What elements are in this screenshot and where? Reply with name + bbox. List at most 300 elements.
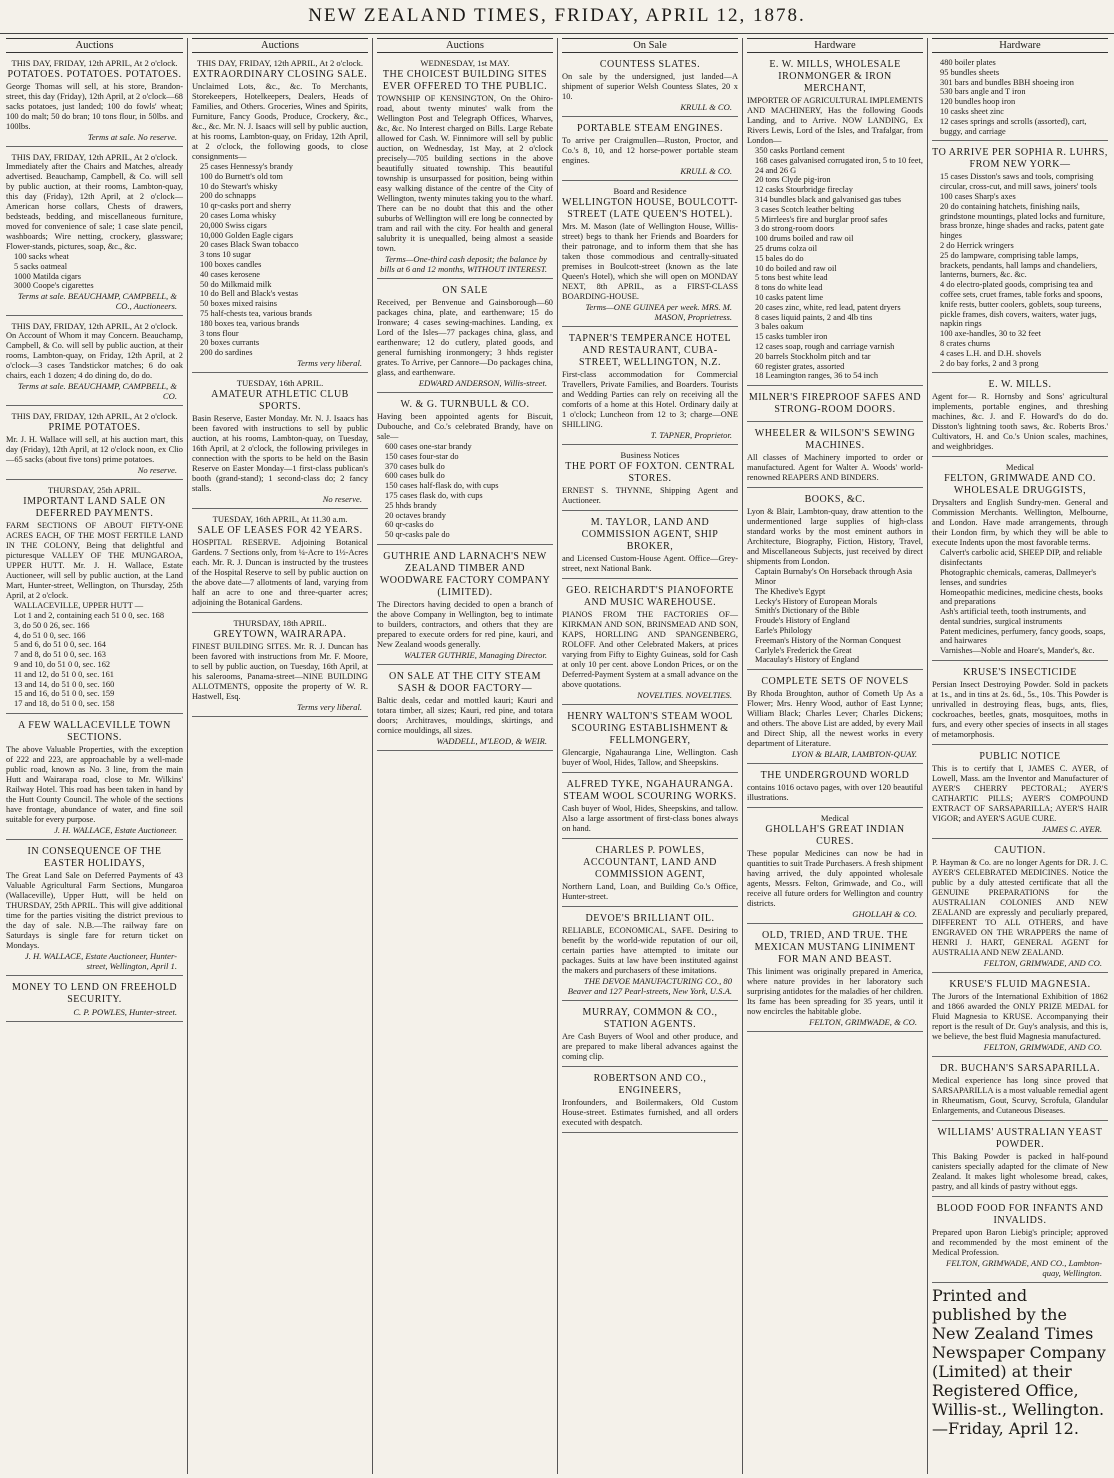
advertisement	[562, 1070, 738, 1133]
advertisement	[6, 843, 183, 976]
ad-dateline: Business Notices	[620, 450, 680, 460]
ad-list-item: 50 do Milkmaid milk	[200, 279, 272, 289]
ad-signature: No reserve.	[137, 465, 177, 476]
advertisement	[6, 483, 183, 714]
ad-list-item: 15 cases Disston's saws and tools, comprising circular, cross-cut, and mill saws, joiners' tools	[940, 172, 1097, 192]
ad-list-item: 4 cases L.H. and D.H. shovels	[940, 348, 1042, 358]
advertisement	[747, 767, 923, 808]
ad-body-text: By Rhoda Broughton, author of Cometh Up As a Flower; Mrs. Henry Wood, author of East Lynne; William Black; Charles Lever; Charles Dickens; and others. The above List are added, by every Mail and Direct Ship, all the newest works in every department of Literature.	[747, 689, 923, 749]
ad-list-item: Smith's Dictionary of the Bible	[755, 606, 860, 616]
ad-list-item: 10,000 Golden Eagle cigars	[200, 230, 294, 240]
advertisement	[932, 1200, 1108, 1283]
advertisement	[932, 376, 1108, 457]
ad-body-text: Glencargie, Ngahauranga Line, Wellington. Cash buyer of Wool, Hides, Tallow, and Sheepskins.	[562, 748, 738, 767]
ad-list-item: 5 and 6, do 51 0 0, sec. 164	[14, 640, 106, 650]
advertisement	[562, 184, 738, 327]
ad-headline: THE UNDERGROUND WORLD	[760, 770, 910, 782]
advertisement	[562, 776, 738, 839]
ad-headline: GEO. REICHARDT'S PIANOFORTE AND MUSIC WAREHOUSE.	[566, 585, 734, 608]
advertisement	[192, 616, 368, 717]
ad-list-item: 168 cases galvanised corrugated iron, 5 to 10 feet, 24 and 26 G	[755, 155, 923, 175]
ad-list-item: 100 axe-handles, 30 to 32 feet	[940, 329, 1041, 339]
section-heading: On Sale	[562, 38, 738, 53]
ad-list-item: 150 cases four-star do	[385, 451, 459, 461]
ad-list-item: 75 half-chests tea, various brands	[200, 308, 312, 318]
ad-headline: MONEY TO LEND ON FREEHOLD SECURITY.	[11, 981, 178, 1005]
ad-headline: ON SALE	[442, 285, 488, 296]
ad-headline: IN CONSEQUENCE OF THE EASTER HOLIDAYS,	[27, 845, 162, 869]
section-heading: Hardware	[932, 38, 1108, 53]
advertisement	[562, 1004, 738, 1067]
ad-signature: GHOLLAH & CO.	[852, 909, 917, 920]
ad-headline: KRUSE'S INSECTICIDE	[963, 667, 1077, 679]
ad-list-item: 480 boiler plates	[940, 58, 996, 67]
ad-body-text: Baltic deals, cedar and mottled kauri; Kauri and totara timber, all sizes; Kauri, red pine, and totara doors; Architraves, mouldings, skirtings, and cornice mouldings, all sizes.	[377, 695, 553, 735]
ad-signature: THE DEVOE MANUFACTURING CO., 80 Beaver and 127 Pearl-streets, New York, U.S.A.	[567, 976, 732, 996]
ad-body-text: Cash buyer of Wool, Hides, Sheepskins, and tallow. Also a large assortment of first-class bones always on hand.	[562, 804, 738, 833]
ad-headline: BOOKS, &C.	[804, 494, 866, 506]
ad-headline: DEVOE'S BRILLIANT OIL.	[585, 913, 715, 924]
ad-headline: IMPORTANT LAND SALE ON DEFERRED PAYMENTS.	[23, 496, 166, 520]
advertisement	[932, 144, 1108, 373]
ad-list-item: 12 casks Stourbridge fireclay	[755, 185, 853, 195]
ad-signature: FELTON, GRIMWADE, & CO.	[809, 1017, 917, 1028]
newspaper-title: NEW ZEALAND TIMES, FRIDAY, APRIL 12, 1878.	[308, 5, 806, 26]
advertisement	[932, 56, 1108, 141]
ad-list-item: 2 do bay forks, 2 and 3 prong	[940, 358, 1039, 368]
ad-list-item: 8 crates churns	[940, 338, 991, 348]
ad-dateline: THURSDAY, 18th APRIL.	[233, 617, 327, 628]
ad-body-text: The Great Land Sale on Deferred Payments of 43 Valuable Agricultural Farm Sections, Mungaroa (Wallaceville), Upper Hutt, will be held on THURSDAY, 25th APRIL. This will give additional time for the parties visiting the district previous to the day of sale. N.B.—The railway fare on Saturdays is single fare for return ticket on Mondays.	[6, 870, 183, 950]
advertisement	[6, 409, 183, 480]
section-heading: Auctions	[192, 38, 368, 53]
ad-headline: E. W. MILLS.	[988, 379, 1052, 391]
ad-list-item: 10 casks patent lime	[755, 292, 824, 302]
ad-headline: EXTRAORDINARY CLOSING SALE.	[192, 69, 368, 80]
ad-dateline: THURSDAY, 25th APRIL.	[47, 485, 142, 496]
ad-list-item: 50 boxes mixed raisins	[200, 299, 277, 309]
ad-list-item: 100 boxes candles	[200, 259, 262, 269]
ad-list-item: 18 Leamington ranges, 36 to 54 inch	[755, 371, 879, 381]
ad-list-item: 10 do Stewart's whisky	[200, 181, 278, 191]
ad-list-item: 17 and 18, do 51 0 0, sec. 158	[14, 699, 115, 709]
ad-body-text: This is to certify that I, JAMES C. AYER, of Lowell, Mass. am the Inventor and Manufacturer of AYER'S CHERRY PECTORAL; AYER'S CATHARTIC PILLS; AYER'S COMPOUND EXTRACT OF SARSAPARILLA; AYER'S HAIR VIGOR; and AYER'S AGUE CURE.	[932, 764, 1108, 824]
ad-body-text: Received, per Benvenue and Gainsborough—60 packages china, plate, and earthenware; 15 do Ironware; 4 cases sewing-machines. Landing, ex Lord of the Isles—77 packages china, glass, and earthenware; 12 do cutlery, plated goods, and general furnishing ironmongery; 3 hhds register grates. To Arrive, per Cannore—Do packages china, glass, and earthenware.	[377, 298, 553, 377]
ad-headline: GHOLLAH'S GREAT INDIAN CURES.	[765, 824, 905, 848]
ad-body-text: Persian Insect Destroying Powder. Sold in packets at 1s., and in tins at 2s. 6d., 5s., 10s. This Powder is unrivalled in destroying fleas, bugs, ants, flies, cockroaches, beetles, gnats, mosquitoes, moths in furs, and every other species of insects in all stages of metamorphosis.	[932, 680, 1108, 740]
ad-signature: Terms—ONE GUINEA per week. MRS. M. MASON, Proprietress.	[585, 302, 732, 322]
ad-signature: FELTON, GRIMWADE, AND CO., Lambton-quay, Wellington.	[946, 1258, 1102, 1279]
ad-list-item: Calvert's carbolic acid, SHEEP DIP, and reliable disinfectants	[940, 548, 1103, 568]
ad-list-item: 95 bundles sheets	[940, 67, 1000, 77]
ad-headline: DR. BUCHAN'S SARSAPARILLA.	[939, 1063, 1101, 1075]
ad-body-text: This liniment was originally prepared in America, where nature provides in her laboratory such surprising antidotes for the maladies of her children. Its fame has been spreading for 35 years, until it now encircles the habitable globe.	[747, 967, 923, 1017]
ad-list-item: 370 cases bulk do	[385, 461, 445, 471]
ad-list-item: 25 do lampware, comprising table lamps, brackets, pendants, hall lamps and chandeliers, lanterns, burners, &c. &c.	[940, 250, 1098, 280]
advertisement	[377, 282, 553, 393]
ad-list-item: 301 bars and bundles BBH shoeing iron	[940, 77, 1074, 87]
ad-body-text: Having been appointed agents for Biscuit, Dubouche, and Co.'s celebrated Brandy, have on sale—	[377, 412, 553, 441]
ad-headline: FELTON, GRIMWADE AND CO. WHOLESALE DRUGGISTS,	[944, 473, 1096, 497]
advertisement	[6, 56, 183, 147]
ad-list-item: 20 do containing hatchets, finishing nails, grindstone mountings, plated locks and furniture, brass bronze, hinge shades and racks, patent gate hinges	[940, 201, 1105, 241]
ad-headline: ON SALE AT THE CITY STEAM SASH & DOOR FACTORY—	[388, 670, 542, 694]
ad-list-item: 25 cases Hennessy's brandy	[200, 162, 293, 171]
newspaper-column	[742, 38, 927, 1474]
ad-list-item: 3 tons flour	[200, 328, 239, 338]
advertisement	[932, 664, 1108, 745]
ad-list-item: 12 cases soap, rough and carriage varnish	[755, 341, 895, 351]
ad-list-item: 15 casks tumbler iron	[755, 332, 828, 342]
ad-list-item: 10 do Bell and Black's vestas	[200, 289, 299, 299]
ad-list-item: 40 cases kerosene	[200, 269, 260, 279]
ad-list-item: 9 and 10, do 51 0 0, sec. 162	[14, 659, 111, 669]
ad-list-item: 3, do 50 0 26, sec. 166	[14, 620, 90, 630]
ad-body-text: Agent for— R. Hornsby and Sons' agricultural implements, portable engines, and threshing machines, &c. J. and F. Howard's do do do. Disston's lightning tooth saws, &c. Roberts Bros.' Cultivators, H. and Co.'s Union scales, machines, and weighbridges.	[932, 392, 1108, 452]
ad-signature: KRULL & CO.	[680, 102, 732, 112]
ad-headline: CAUTION.	[994, 845, 1046, 857]
ad-list-item: Carlyle's Frederick the Great	[755, 645, 852, 655]
ad-list-item: 15 and 16, do 51 0 0, sec. 159	[14, 689, 115, 699]
ad-list-item: 11 and 12, do 51 0 0, sec. 161	[14, 669, 114, 679]
ad-body-text: contains 1016 octavo pages, with over 120 beautiful illustrations.	[747, 783, 923, 803]
ad-headline: E. W. MILLS, WHOLESALE IRONMONGER & IRON MERCHANT,	[769, 59, 901, 94]
section-heading: Auctions	[6, 38, 183, 53]
advertisement	[6, 717, 183, 840]
ad-list-item: Lot 1 and 2, containing each 51 0 0, sec. 168	[14, 610, 165, 620]
ad-dateline: THIS DAY, FRIDAY, 12th APRIL, At 2 o'clock.	[196, 58, 364, 68]
ad-dateline: Medical	[820, 813, 850, 824]
ad-dateline: Board and Residence	[613, 186, 687, 196]
ad-body-text: FARM SECTIONS OF ABOUT FIFTY-ONE ACRES EACH, OF THE MOST FERTILE LAND IN THE COLONY, Being that delightful and picturesque VALLEY OF THE MUNGAROA, UPPER HUTT. Mr. J. H. Wallace, Estate Auctioneer, will sell by public auction, at the Land Mart, Hunter-street, Wellington, on Thursday, 25th April, at 2 o'clock.	[6, 521, 183, 601]
ad-list-item: 60 register grates, assorted	[755, 361, 845, 371]
ad-body-text: and Licensed Custom-House Agent. Office—Grey-street, next National Bank.	[562, 554, 738, 573]
ad-dateline: TUESDAY, 16th APRIL, At 11.30 a.m.	[212, 513, 348, 524]
ad-list-item: 20,000 Swiss cigars	[200, 220, 267, 230]
ad-signature: Terms—One-third cash deposit; the balance by bills at 6 and 12 months, WITHOUT INTEREST.	[379, 254, 547, 274]
ad-body-text: The Directors having decided to open a branch of the above Company in Wellington, beg to intimate to builders, contractors, and others that they are prepared to execute orders for red pine, kauri, and New Zealand woods generally.	[377, 599, 553, 649]
ad-body-text: Unclaimed Lots, &c., &c. To Merchants, Storekeepers, Hotelkeepers, Dealers, Heads of Families, and Others. Groceries, Wines and Spirits, Furniture, Fancy Goods, Produce, Crockery, &c., &c., &c. Mr. N. J. Isaacs will sell by public auction, at his rooms, Lambton-quay, on Friday, 12th April, at 2 o'clock, the following goods, to close consignments—	[192, 82, 368, 161]
ad-signature: Terms very liberal.	[297, 701, 362, 712]
advertisement	[562, 582, 738, 705]
ad-body-text: Are Cash Buyers of Wool and other produce, and are prepared to make liberal advances against the coming clip.	[562, 1032, 738, 1061]
ad-dateline: WEDNESDAY, 1st MAY.	[420, 58, 510, 68]
ad-list-item: 175 cases flask do, with cups	[385, 490, 483, 500]
ad-list-item: 200 do sardines	[200, 348, 253, 358]
ad-body-text: Immediately after the Chairs and Matches, already advertised. Beauchamp, Campbell, & Co. will sell by public auction, at their rooms, Lambton-quay, this day (Friday), 12th April, at 2 o'clock—American horse collars, Chests of drawers, bedsteads, bedding, and miscellaneous furniture, moved for convenience of sale; 1 case slate pencil, washboards; Wire netting, crockery, glassware; Flower-stands, pictures, soap, &c., &c.	[6, 162, 183, 251]
advertisement	[377, 668, 553, 751]
ad-list-item: 350 casks Portland cement	[755, 146, 845, 155]
ad-item-list	[6, 252, 183, 291]
advertisement	[377, 56, 553, 279]
ad-list-item: 180 boxes tea, various brands	[200, 318, 300, 328]
ad-list-item: 60 qr-casks do	[385, 520, 434, 530]
advertisement	[192, 56, 368, 373]
advertisement	[747, 491, 923, 670]
ad-body-text: ERNEST S. THYNNE, Shipping Agent and Auctioneer.	[562, 486, 738, 505]
ad-signature: J. H. WALLACE, Estate Auctioneer.	[54, 824, 177, 835]
ad-list-item: 200 do schnapps	[200, 191, 256, 201]
ad-list-item: 10 casks sheet zinc	[940, 106, 1004, 116]
ad-list-item: 3 bales oakum	[755, 322, 804, 332]
ad-list-item: 100 sacks wheat	[14, 252, 69, 261]
advertisement	[932, 976, 1108, 1057]
ad-body-text: The Jurors of the International Exhibition of 1862 and 1866 awarded the ONLY PRIZE MEDAL for Fluid Magnesia to KRUSE. Accompanying their report is the result of Dr. Guy's analysis, and this is, we believe, the best fluid Magnesia manufactured.	[932, 992, 1108, 1042]
ad-list-item: 5 Mirrlees's fire and burglar proof safes	[755, 214, 888, 224]
ad-list-item: 4 do electro-plated goods, comprising tea and coffee sets, cruet frames, table forks and spoons, knife rests, butter coolers, goblets, soup tureens, pickle frames, dish covers, waiters, water jugs, napkin rings	[940, 280, 1103, 329]
ad-signature: FELTON, GRIMWADE, AND CO.	[983, 1042, 1102, 1053]
ad-list-item: 3000 Coope's cigarettes	[14, 281, 94, 291]
ad-list-item: 10 qr-casks port and sherry	[200, 201, 292, 211]
ad-headline: COUNTESS SLATES.	[599, 59, 701, 70]
ad-headline: WHEELER & WILSON'S SEWING MACHINES.	[754, 428, 916, 452]
ad-signature: LYON & BLAIR, LAMBTON-QUAY.	[791, 749, 917, 760]
ad-signature: Terms at sale. No reserve.	[87, 132, 177, 142]
ad-list-item: 3 cases Scotch leather belting	[755, 204, 855, 214]
ad-list-item: 530 bars angle and T iron	[940, 87, 1026, 97]
ad-list-item: 50 qr-casks pale do	[385, 530, 450, 540]
ad-item-list	[932, 172, 1108, 368]
ad-body-text: Mrs. M. Mason (late of Wellington House, Willis-street) begs to thank her Friends and Boarders for their patronage, and to inform them that she has taken those commodious and centrally-situated premises in Boulcott-street (known as the late Queen's Hotel), which she will open on MONDAY NEXT, 8th APRIL, as a FIRST-CLASS BOARDING-HOUSE.	[562, 222, 738, 301]
ad-body-text: Northern Land, Loan, and Building Co.'s Office, Hunter-street.	[562, 882, 738, 901]
advertisement	[192, 376, 368, 509]
ad-list-item: 2 do Herrick wringers	[940, 240, 1014, 250]
ad-list-item: 25 hhds brandy	[385, 500, 437, 510]
ad-headline: BLOOD FOOD FOR INFANTS AND INVALIDS.	[936, 1203, 1104, 1227]
ad-dateline: THIS DAY, FRIDAY, 12th APRIL, At 2 o'clock.	[11, 321, 178, 332]
ad-signature: JAMES C. AYER.	[1042, 824, 1102, 835]
ad-body-text: HOSPITAL RESERVE. Adjoining Botanical Gardens. 7 Sections only, from ¼-Acre to 1½-Acres each. Mr. R. J. Duncan is instructed by the trustees of the Hospital Reserve to sell by public auction on the above date—7 allotments of land, varying from half an acre to one and three-quarter acres; adjoining the Botanical Gardens.	[192, 537, 368, 607]
ad-list-item: 12 cases springs and scrolls (assorted), cart, buggy, and carriage	[940, 116, 1087, 136]
ad-dateline: THIS DAY, FRIDAY, 12th APRIL, At 2 o'clock.	[11, 411, 178, 422]
ad-headline: WELLINGTON HOUSE, BOULCOTT-STREET (LATE QUEEN'S HOTEL).	[562, 197, 738, 220]
ad-body-text: The above Valuable Properties, with the exception of 222 and 223, are approachable by a well-made public road, known as No. 3 line, from the main Hutt and Wairarapa road, close to Mr. Wilkins' Railway Hotel. This road has been taken in hand by the Hutt County Council. The whole of the sections have frontage, abundance of water, and fine soil suitable for every purpose.	[6, 744, 183, 824]
ad-list-item: 13 and 14, do 51 0 0, sec. 160	[14, 679, 115, 689]
ad-list-item: 100 cases Sharp's axes	[940, 191, 1016, 201]
ad-body-text: These popular Medicines can now be had in quantities to suit Trade Purchasers. A fresh shipment having arrived, the duly appointed wholesale agents, Messrs. Felton, Grimwade, and Co., will receive all future orders for Wellington and country districts.	[747, 849, 923, 909]
ad-headline: COMPLETE SETS OF NOVELS	[761, 676, 909, 688]
ad-list-item: 5 sacks oatmeal	[14, 261, 68, 271]
ad-list-item: 15 bales do do	[755, 253, 804, 263]
ad-signature: Terms very liberal.	[297, 357, 362, 368]
ad-list-item: Lecky's History of European Morals	[755, 596, 877, 606]
ad-body-text: All classes of Machinery imported to order or manufactured. Agent for Walter A. Woods' world-renowned REAPERS AND BINDERS.	[747, 453, 923, 483]
advertisement	[562, 330, 738, 445]
ad-item-list	[932, 548, 1108, 656]
ad-signature: T. TAPNER, Proprietor.	[650, 430, 732, 440]
ad-signature: FELTON, GRIMWADE, AND CO.	[983, 958, 1102, 969]
ad-headline: THE CHOICEST BUILDING SITES EVER OFFERED TO THE PUBLIC.	[382, 69, 548, 92]
newspaper-columns	[2, 38, 1112, 1474]
ad-list-item: 10 do boiled and raw oil	[755, 263, 837, 273]
ad-headline: PORTABLE STEAM ENGINES.	[577, 123, 723, 134]
ad-dateline: Medical	[1005, 462, 1035, 473]
advertisement	[932, 842, 1108, 973]
ad-list-item: Earle's Philology	[755, 625, 813, 635]
advertisement	[192, 512, 368, 613]
ad-body-text: This Baking Powder is packed in half-pound canisters specially adapted for the climate of New Zealand. It makes light wholesome bread, cakes, pastry, and all kinds of pastry without eggs.	[932, 1152, 1108, 1192]
ad-headline: MILNER'S FIREPROOF SAFES AND STRONG-ROOM DOORS.	[748, 392, 922, 416]
ad-headline: PRIME POTATOES.	[48, 422, 141, 434]
ad-body-text: RELIABLE, ECONOMICAL, SAFE. Desiring to benefit by the world-wide reputation of our oil, certain parties have attempted to imitate our packages. Suits at law have been instituted against the makers and purchasers of these imitations.	[562, 926, 738, 975]
ad-body-text: IMPORTER OF AGRICULTURAL IMPLEMENTS AND MACHINERY, Has the following Goods Landing, and to Arrive. NOW LANDING, Ex Rivers Lewis, Lord of the Isles, and Trafalgar, from London—	[747, 96, 923, 145]
ad-list-item: Macaulay's History of England	[755, 655, 860, 665]
ad-headline: KRUSE'S FLUID MAGNESIA.	[949, 979, 1091, 991]
ad-headline: OLD, TRIED, AND TRUE. THE MEXICAN MUSTANG LINIMENT FOR MAN AND BEAST.	[754, 930, 916, 966]
ad-list-item: Ash's artificial teeth, tooth instruments, and dental sundries, surgical instruments	[940, 607, 1086, 626]
ad-list-item: 7 and 8, do 51 0 0, sec. 163	[14, 650, 106, 660]
ad-headline: ALFRED TYKE, NGAHAURANGA. STEAM WOOL SCOURING WORKS.	[563, 779, 737, 802]
advertisement	[747, 673, 923, 764]
ad-body-text: On Account of Whom it may Concern. Beauchamp, Campbell, & Co. will sell by public auction, at their rooms, Lambton-quay, on Friday, 12th April, at 2 o'clock—3 cases Tandstickor matches; 6 do oak chairs, each 1 dozen; 4 do dining do, do do.	[6, 331, 183, 381]
ad-signature: KRULL & CO.	[680, 166, 732, 176]
newspaper-column	[557, 38, 742, 1474]
ad-list-item: 600 cases bulk do	[385, 471, 445, 481]
ad-list-item: 3 tons 10 sugar	[200, 250, 251, 260]
ad-signature: EDWARD ANDERSON, Willis-street.	[418, 378, 547, 388]
ad-headline: HENRY WALTON'S STEAM WOOL SCOURING ESTABLISHMENT & FELLMONGERY,	[567, 711, 733, 746]
ad-list-item: 600 cases one-star brandy	[385, 442, 472, 451]
ad-list-item: Freeman's History of the Norman Conquest	[755, 635, 901, 645]
masthead	[0, 0, 1114, 34]
ad-headline: ROBERTSON AND CO., ENGINEERS,	[593, 1073, 707, 1096]
advertisement	[6, 979, 183, 1022]
ad-body-text: Medical experience has long since proved that SARSAPARILLA is a most valuable remedial agent in Rheumatism, Gout, Scurvy, Scrofula, Glandular Enlargements, and Cutaneous Diseases.	[932, 1076, 1108, 1116]
ad-headline: CHARLES P. POWLES, ACCOUNTANT, LAND AND COMMISSION AGENT,	[583, 845, 717, 880]
ad-headline: GUTHRIE AND LARNACH'S NEW ZEALAND TIMBER AND WOODWARE FACTORY COMPANY (LIMITED).	[379, 550, 551, 598]
ad-headline: TAPNER'S TEMPERANCE HOTEL AND RESTAURANT, CUBA-STREET, WELLINGTON, N.Z.	[568, 333, 732, 368]
advertisement	[6, 319, 183, 406]
advertisement	[747, 425, 923, 488]
ad-signature: No reserve.	[322, 493, 362, 504]
advertisement	[377, 396, 553, 545]
ad-headline: PUBLIC NOTICE	[979, 751, 1061, 763]
ad-body-text: TOWNSHIP OF KENSINGTON, On the Ohiro-road, about twenty minutes' walk from the Wellington Post and Telegraph Offices, Wharves, &c, &c. No Interest charged on Bills. Large Rebate allowed for Cash. W. Finnimore will sell by public auction, on Wednesday, 1st May, at 2 o'clock precisely—705 building sections in the above beautifully situated township. This beautiful township is unsurpassed for position, being within easy walking distance of the centre of the City of Wellington, twenty minutes taking you to the wharf. There can be no doubt that this and the other suburbs of Wellington will ere long be connected by tram and rail with the city. For health and general salubrity it is unequalled, being almost a seaside town.	[377, 94, 553, 253]
ad-list-item: 5 tons best white lead	[755, 273, 828, 283]
ad-headline: THE PORT OF FOXTON. CENTRAL STORES.	[565, 461, 735, 484]
ad-body-text: Basin Reserve, Easter Monday. Mr. N. J. Isaacs has been favored with instructions to sell by public auction, at his rooms, Lambton-quay, on Tuesday, 16th April, at 2 o'clock, the following privileges in connection with the sports to be held on the Basin Reserve on Easter Monday—1 first-class publican's booth (grand-stand); 1 second-class do; 2 fancy stalls.	[192, 413, 368, 493]
ad-signature: Terms at sale. BEAUCHAMP, CAMPBELL, & CO., Auctioneers.	[18, 291, 177, 312]
advertisement	[562, 910, 738, 1001]
ad-list-item: Froude's History of England	[755, 616, 850, 626]
advertisement	[562, 448, 738, 511]
ad-list-item: Photographic chemicals, cameras, Dallmeyer's lenses, and sundries	[940, 567, 1097, 587]
ad-signature: C. P. POWLES, Hunter-street.	[73, 1006, 177, 1017]
ad-list-item: 20 boxes currants	[200, 338, 260, 348]
ad-list-item: WALLACEVILLE, UPPER HUTT —	[14, 601, 144, 611]
ad-body-text: PIANOS FROM THE FACTORIES OF—KIRKMAN AND SON, BRINSMEAD AND SON, KAPS, HORLLING AND SPANGENBERG, ROLOFF. And other Celebrated Makers, at prices varying from Fifty to Eighty Guineas, sold for Cash at only 10 per cent. above London Prices, or on the Deferred-Payment System at a small advance on the above quotations.	[562, 610, 738, 689]
ad-body-text: P. Hayman & Co. are no longer Agents for DR. J. C. AYER'S CELEBRATED MEDICINES. Notice the public by a duly attested certificate that all the GENUINE PREPARATIONS for the AUSTRALIAN COLONIES AND NEW ZEALAND are expressly and peculiarly prepared, DIFFERENT TO ALL OTHERS, and have ENGRAVED ON THE WRAPPERS the name of HENRI J. HART, GENERAL AGENT for AUSTRALIA AND NEW ZEALAND.	[932, 858, 1108, 958]
advertisement	[562, 842, 738, 907]
advertisement	[932, 1124, 1108, 1197]
ad-item-list	[377, 442, 553, 540]
ad-signature: WALTER GUTHRIE, Managing Director.	[404, 649, 547, 660]
ad-signature: J. H. WALLACE, Estate Auctioneer, Hunter-street, Wellington, April 1.	[24, 950, 177, 971]
ad-body-text: Ironfounders, and Boilermakers, Old Custom House-street. Estimates furnished, and all orders executed with despatch.	[562, 1098, 738, 1127]
advertisement	[932, 748, 1108, 839]
ad-signature: NOVELTIES. NOVELTIES.	[637, 690, 732, 700]
ad-body-text: On sale by the undersigned, just landed—A shipment of superior Welsh Countess Slates, 20 x 10.	[562, 72, 738, 101]
ad-item-list	[747, 146, 923, 381]
ad-body-text: Lyon & Blair, Lambton-quay, draw attention to the undermentioned large supplies of high-class standard works by the most eminent authors in Architecture, Biography, Fiction, History, Travel, and Miscellaneous Subjects, just received by direct shipments from London.	[747, 507, 923, 567]
printer-imprint: Printed and published by the New Zealand Times Newspaper Company (Limited) at their Registered Office, Willis-st., Wellington.—Friday, April 12.	[932, 1286, 1106, 1439]
ad-body-text: Prepared upon Baron Liebig's principle; approved and recommended by the most eminent of the Medical Profession.	[932, 1228, 1108, 1258]
ad-headline: A FEW WALLACEVILLE TOWN SECTIONS.	[18, 719, 171, 743]
ad-list-item: 1000 Matilda cigars	[14, 271, 81, 281]
ad-list-item: 20 octaves brandy	[385, 510, 446, 520]
ad-body-text: George Thomas will sell, at his store, Brandon-street, this day (Friday), 12th April, at 2 o'clock—68 sacks potatoes, just landed; 100 do fowls' wheat; 100 do malt; 50 do bran; 10 tons flour, in 50lbs. and 100lbs.	[6, 82, 183, 131]
ad-item-list	[192, 162, 368, 358]
advertisement	[932, 460, 1108, 661]
ad-list-item: The Khedive's Egypt	[755, 586, 826, 596]
section-heading: Hardware	[747, 38, 923, 53]
ad-list-item: 3 do strong-room doors	[755, 224, 834, 234]
ad-list-item: 8 cases liquid paints, 2 and 4lb tins	[755, 312, 873, 322]
ad-headline: POTATOES. POTATOES. POTATOES.	[7, 69, 182, 80]
ad-list-item: 20 cases zinc, white, red lead, patent dryers	[755, 302, 901, 312]
ad-body-text: FINEST BUILDING SITES. Mr. R. J. Duncan has been favored with instructions from Mr. F. Moore, to sell by public auction, on Tuesday, 16th April, at his salerooms, Panama-street—NINE BUILDING ALLOTMENTS, opposite the property of W. R. Hastwell, Esq.	[192, 641, 368, 701]
ad-list-item: Homeopathic medicines, medicine chests, books and preparations	[940, 587, 1103, 607]
advertisement	[562, 56, 738, 117]
ad-dateline: THIS DAY, FRIDAY, 12th APRIL, At 2 o'clock.	[11, 58, 178, 68]
ad-list-item: 100 drums boiled and raw oil	[755, 234, 854, 244]
ad-dateline: THIS DAY, FRIDAY, 12th APRIL, At 2 o'clock.	[11, 152, 178, 162]
ad-headline: W. & G. TURNBULL & CO.	[400, 399, 530, 410]
ad-list-item: 120 bundles hoop iron	[940, 97, 1016, 107]
ad-list-item: 100 do Burnett's old tom	[200, 171, 283, 181]
advertisement	[747, 811, 923, 924]
ad-list-item: Varnishes—Noble and Hoare's, Mander's, &c.	[940, 646, 1095, 656]
ad-item-list	[6, 601, 183, 709]
ad-signature: WADDELL, M'LEOD, & WEIR.	[436, 735, 547, 746]
ad-list-item: 20 tons Clyde pig-iron	[755, 175, 831, 185]
ad-list-item: 25 drums colza oil	[755, 243, 818, 253]
advertisement	[747, 56, 923, 386]
advertisement	[562, 708, 738, 773]
ad-signature: Terms at sale. BEAUCHAMP, CAMPBELL, & CO.	[18, 381, 177, 402]
newspaper-column	[927, 38, 1112, 1474]
newspaper-column	[187, 38, 372, 1474]
ad-headline: TO ARRIVE PER SOPHIA R. LUHRS, FROM NEW YORK—	[932, 147, 1108, 171]
advertisement	[747, 389, 923, 422]
ad-dateline: TUESDAY, 16th APRIL.	[236, 377, 324, 388]
ad-item-list	[932, 58, 1108, 136]
ad-list-item: 4, do 51 0 0, sec. 166	[14, 630, 86, 640]
ad-body-text: Mr. J. H. Wallace will sell, at his auction mart, this day (Friday), 12th April, at 12 o'clock noon, ex Clio—65 sacks (about five tons) prime potatoes.	[6, 435, 183, 465]
ad-body-text: To arrive per Craigmullen—Ruston, Proctor, and Co.'s 8, 10, and 12 horse-power portable steam engines.	[562, 136, 738, 165]
advertisement	[6, 150, 183, 316]
ad-item-list	[747, 567, 923, 665]
ad-headline: MURRAY, COMMON & CO., STATION AGENTS.	[582, 1007, 718, 1030]
ad-body-text: First-class accommodation for Commercial Travellers, Private Families, and Boarders. Tourists and Wedding Parties can rely on receiving all the comforts of a home at this Hotel. Ordinary daily at 1 o'clock; Luncheon from 12 to 3; charge—ONE SHILLING.	[562, 370, 738, 429]
ad-list-item: 314 bundles black and galvanised gas tubes	[755, 194, 902, 204]
ad-headline: AMATEUR ATHLETIC CLUB SPORTS.	[211, 388, 349, 412]
ad-list-item: 20 barrels Stockholm pitch and tar	[755, 351, 871, 361]
advertisement	[562, 120, 738, 181]
ad-body-text: Drysalters and English Sundry-men. General and Commission Merchants. Wellington, Melbourne, and London. Have made arrangements, through their London firm, by which they will be able to execute Indents upon the most favorable terms.	[932, 498, 1108, 548]
ad-headline: GREYTOWN, WAIRARAPA.	[213, 628, 347, 640]
newspaper-column	[2, 38, 187, 1474]
ad-list-item: Patent medicines, perfumery, fancy goods, soaps, and hairwares	[940, 626, 1106, 646]
section-heading: Auctions	[377, 38, 553, 53]
ad-list-item: 150 cases half-flask do, with cups	[385, 481, 499, 491]
advertisement	[932, 1060, 1108, 1121]
ad-headline: SALE OF LEASES FOR 42 YEARS.	[197, 524, 363, 536]
ad-list-item: 8 tons do white lead	[755, 283, 823, 293]
ad-headline: M. TAYLOR, LAND AND COMMISSION AGENT, SHIP BROKER,	[581, 517, 719, 552]
advertisement	[377, 548, 553, 665]
newspaper-column	[372, 38, 557, 1474]
